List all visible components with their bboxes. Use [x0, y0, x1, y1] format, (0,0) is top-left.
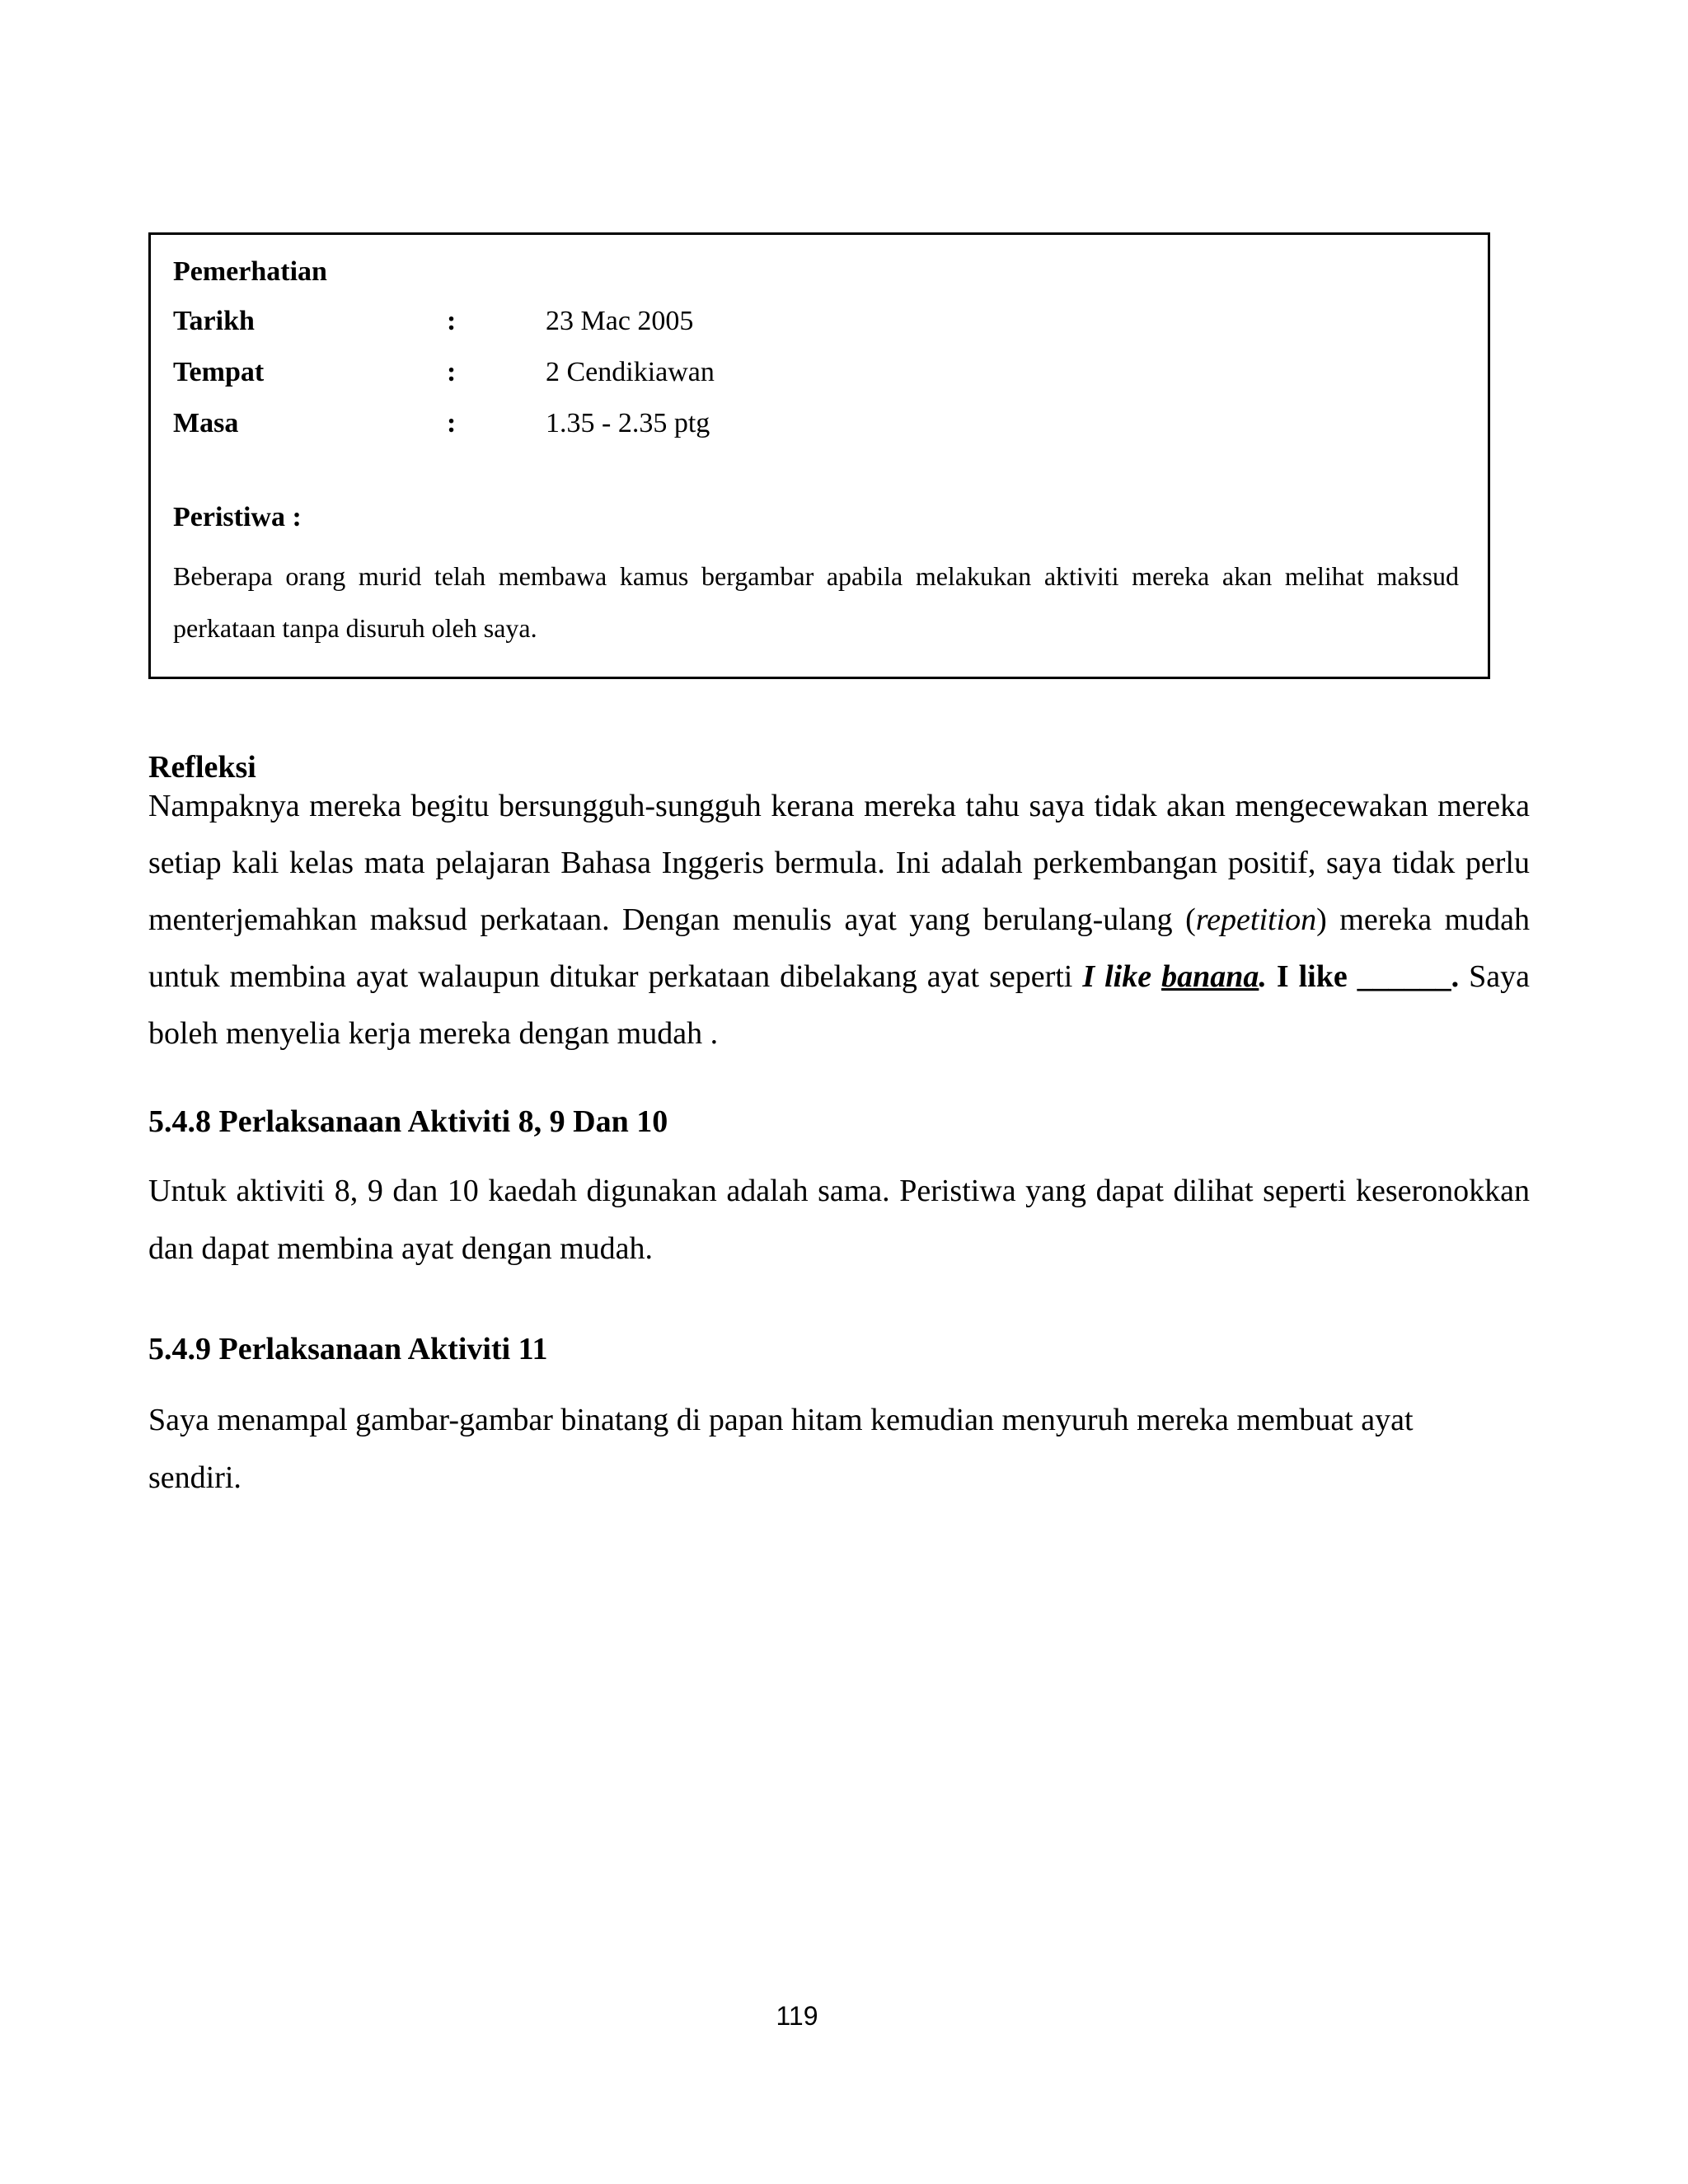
page-number: 119: [776, 2001, 818, 2031]
example-sentence-1-end: .: [1259, 959, 1267, 994]
section-549-heading: 5.4.9 Perlaksanaan Aktiviti 11: [148, 1332, 548, 1366]
place-row: [173, 353, 997, 392]
date-label: Tarikh: [173, 306, 255, 336]
time-value: 1.35 - 2.35 ptg: [546, 408, 710, 438]
place-value: 2 Cendikiawan: [546, 357, 715, 387]
reflection-text-2: ) mereka mudah untuk membina ayat walaupun ditukar perkataan dibelakang ayat seperti: [148, 902, 1530, 994]
section-548-heading: 5.4.8 Perlaksanaan Aktiviti 8, 9 Dan 10: [148, 1104, 668, 1139]
reflection-text-1: Nampaknya mereka begitu bersungguh-sungguh kerana mereka tahu saya tidak akan mengecewakan mereka setiap kali kelas mata pelajaran Bahasa Inggeris bermula. Ini adalah perkembangan positif, saya tidak perlu menterjemahkan maksud perkataan. Dengan menulis ayat yang berulang-ulang (: [148, 789, 1530, 937]
example-sentence-2: I like ______.: [1276, 959, 1460, 994]
observation-title: Pemerhatian: [173, 256, 327, 287]
reflection-body: [148, 778, 1530, 1062]
event-label: Peristiwa :: [173, 502, 302, 532]
place-colon: :: [447, 357, 457, 387]
place-label: Tempat: [173, 357, 265, 387]
example-word-banana: banana: [1161, 959, 1259, 994]
event-text: Beberapa orang murid telah membawa kamus bergambar apabila melakukan aktiviti mereka akan melihat maksud perkataan tanpa disuruh oleh saya.: [173, 561, 1459, 643]
date-colon: :: [447, 306, 457, 336]
time-row: [173, 404, 997, 443]
reflection-heading: Refleksi: [148, 750, 256, 785]
time-colon: :: [447, 408, 457, 438]
time-label: Masa: [173, 408, 239, 438]
date-value: 23 Mac 2005: [546, 306, 694, 336]
reflection-italic-term: repetition: [1195, 902, 1317, 937]
section-549-body: Saya menampal gambar-gambar binatang di papan hitam kemudian menyuruh mereka membuat ayat sendiri.: [148, 1403, 1414, 1495]
section-548-body: Untuk aktiviti 8, 9 dan 10 kaedah digunakan adalah sama. Peristiwa yang dapat dilihat seperti keseronokkan dan dapat membina ayat dengan mudah.: [148, 1174, 1530, 1266]
example-sentence-1: I like: [1082, 959, 1162, 994]
date-row: [173, 302, 997, 341]
reflection-text-3: Saya boleh menyelia kerja mereka dengan mudah .: [148, 959, 1531, 1051]
